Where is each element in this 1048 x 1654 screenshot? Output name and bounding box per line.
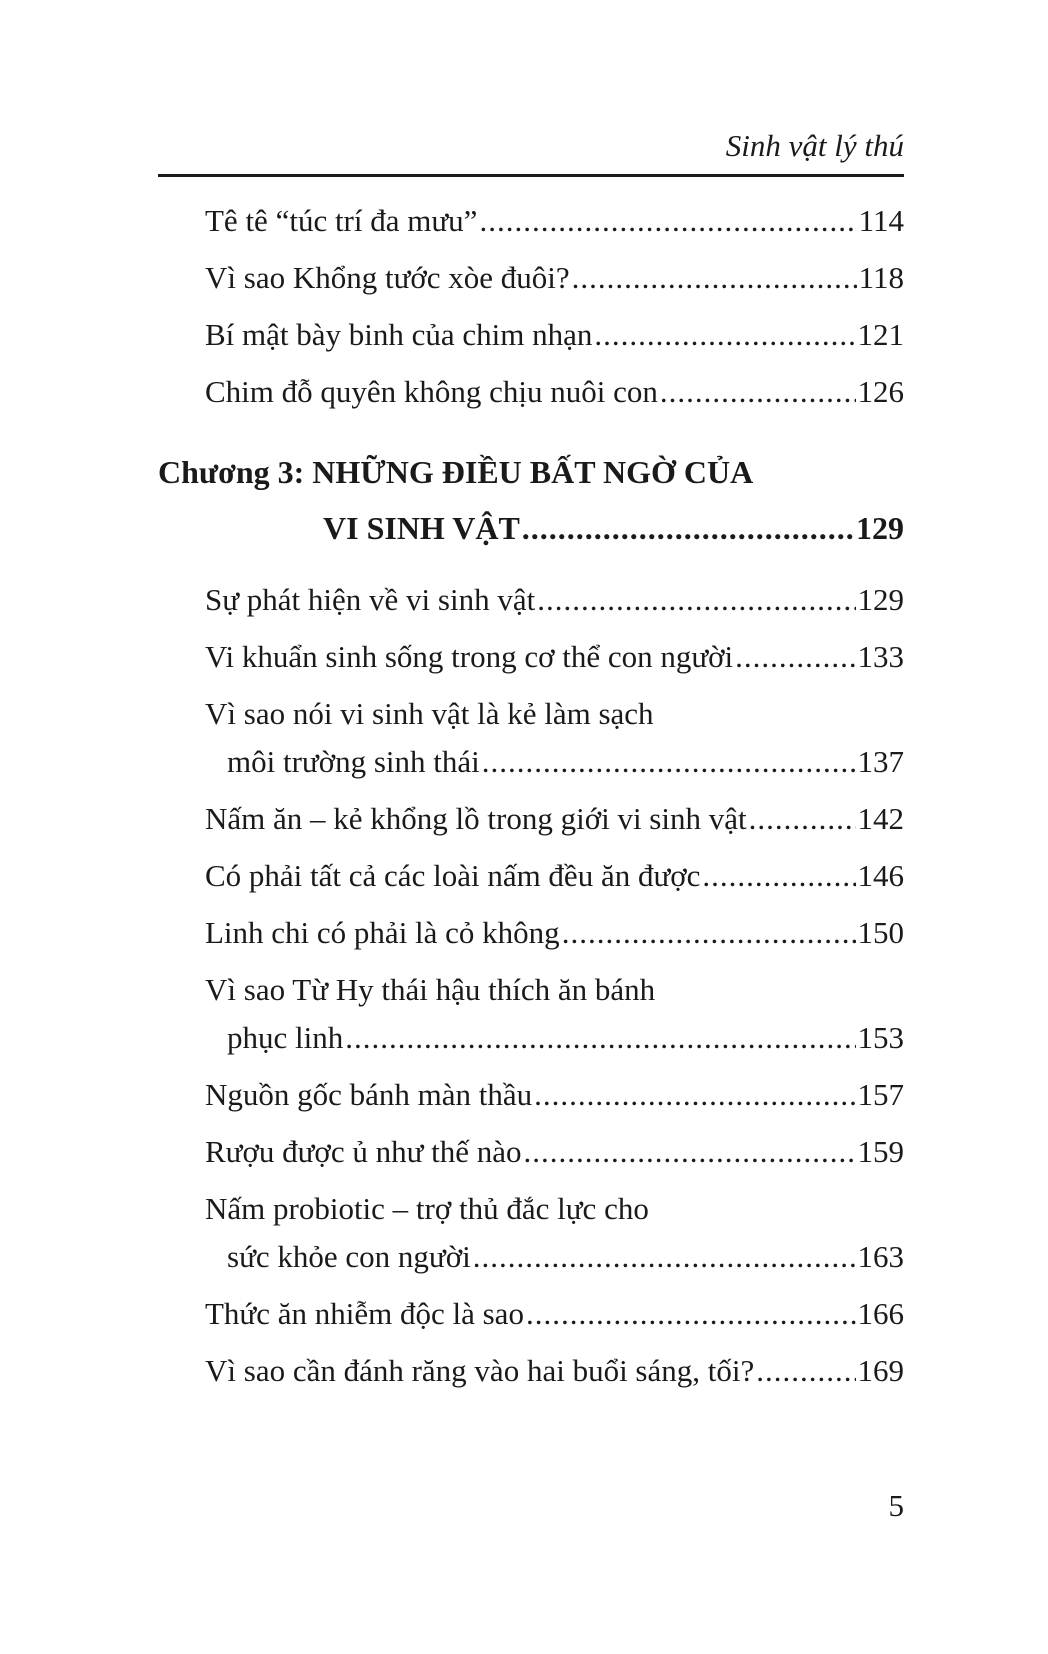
toc-entry-title: Bí mật bày binh của chim nhạn [205, 317, 593, 352]
toc-entry-page: 163 [857, 1239, 904, 1274]
toc-entry [158, 1071, 904, 1119]
book-title: Sinh vật lý thú [725, 128, 904, 163]
toc-entry [158, 1128, 904, 1176]
leader-dots [473, 1233, 856, 1281]
toc-entry-title: Vì sao Khổng tước xòe đuôi? [205, 260, 570, 295]
toc-entry-page: 121 [857, 317, 904, 352]
toc-entry-page: 118 [858, 260, 904, 295]
toc-entry [158, 368, 904, 416]
toc-entry [158, 633, 904, 681]
toc-entry [158, 576, 904, 624]
toc-entry-title-continued: sức khỏe con người [227, 1239, 471, 1274]
leader-dots [735, 633, 855, 681]
toc-entry-title-continued: phục linh [227, 1020, 344, 1055]
table-of-contents [158, 197, 904, 1404]
toc-entry [158, 852, 904, 900]
toc-entry-page: 142 [857, 801, 904, 836]
toc-entry-line [205, 633, 904, 681]
toc-entry-title: Nấm ăn – kẻ khổng lồ trong giới vi sinh vật [205, 801, 747, 836]
toc-entry-page: 169 [857, 1353, 904, 1388]
toc-entry-page: 153 [857, 1020, 904, 1055]
toc-entry-line [205, 1128, 904, 1176]
chapter-title-line2: VI SINH VẬT [323, 510, 520, 546]
leader-dots [524, 1128, 856, 1176]
toc-entry-line [205, 795, 904, 843]
toc-entry-page: 146 [857, 858, 904, 893]
toc-entry [158, 966, 904, 1062]
toc-entry-title: Thức ăn nhiễm độc là sao [205, 1296, 524, 1331]
leader-dots [756, 1347, 855, 1395]
toc-entry-page: 159 [857, 1134, 904, 1169]
toc-entry-page: 166 [857, 1296, 904, 1331]
toc-entry-page: 157 [857, 1077, 904, 1112]
toc-entry-title: Nguồn gốc bánh màn thầu [205, 1077, 533, 1112]
toc-entry-title: Vì sao nói vi sinh vật là kẻ làm sạch [205, 696, 654, 731]
leader-dots [345, 1014, 855, 1062]
toc-entry-line [205, 966, 904, 1014]
leader-dots [572, 254, 857, 302]
chapter-title-line1: Chương 3: NHỮNG ĐIỀU BẤT NGỜ CỦA [158, 454, 754, 490]
running-header [158, 128, 904, 177]
leader-dots [702, 852, 855, 900]
page-number: 5 [888, 1488, 904, 1523]
toc-entry [158, 909, 904, 957]
toc-entry [158, 197, 904, 245]
toc-entry-page: 114 [858, 203, 904, 238]
toc-entry-title: Nấm probiotic – trợ thủ đắc lực cho [205, 1191, 649, 1226]
toc-entry-page: 133 [857, 639, 904, 674]
toc-entry [158, 795, 904, 843]
toc-entry-title: Rượu được ủ như thế nào [205, 1134, 522, 1169]
toc-entry-line [205, 690, 904, 738]
toc-entry-line [205, 368, 904, 416]
toc-entry-title: Chim đỗ quyên không chịu nuôi con [205, 374, 658, 409]
leader-dots [537, 576, 855, 624]
leader-dots [594, 311, 855, 359]
toc-entry-line [205, 738, 904, 786]
toc-entry [158, 311, 904, 359]
leader-dots [479, 197, 856, 245]
toc-entry-line [205, 1290, 904, 1338]
toc-entry [158, 1290, 904, 1338]
toc-entry-line [205, 1014, 904, 1062]
toc-entry-title: Sự phát hiện về vi sinh vật [205, 582, 536, 617]
chapter-page-number: 129 [856, 510, 904, 546]
toc-entry-line [205, 254, 904, 302]
leader-dots [534, 1071, 855, 1119]
toc-entry-line [205, 1233, 904, 1281]
toc-entry [158, 1185, 904, 1281]
toc-entry-page: 150 [857, 915, 904, 950]
toc-entry [158, 1347, 904, 1395]
toc-entry [158, 254, 904, 302]
toc-entry-page: 129 [857, 582, 904, 617]
leader-dots [749, 795, 856, 843]
toc-section-after [158, 576, 904, 1395]
toc-entry-line [205, 1071, 904, 1119]
leader-dots [526, 1290, 856, 1338]
leader-dots [660, 368, 856, 416]
toc-section-before [158, 197, 904, 416]
leader-dots [522, 500, 854, 556]
toc-entry-title: Có phải tất cả các loài nấm đều ăn được [205, 858, 701, 893]
toc-entry-title: Vì sao Từ Hy thái hậu thích ăn bánh [205, 972, 656, 1007]
chapter-title-line2-row [158, 500, 904, 556]
toc-entry-line [205, 311, 904, 359]
toc-entry-title: Tê tê “túc trí đa mưu” [205, 203, 478, 238]
chapter-heading [158, 444, 904, 556]
toc-entry-title: Linh chi có phải là cỏ không [205, 915, 560, 950]
toc-entry-page: 137 [857, 744, 904, 779]
toc-entry-line [205, 1185, 904, 1233]
toc-entry-title: Vi khuẩn sinh sống trong cơ thể con người [205, 639, 734, 674]
toc-entry-title-continued: môi trường sinh thái [227, 744, 480, 779]
toc-entry-line [205, 576, 904, 624]
toc-entry-title: Vì sao cần đánh răng vào hai buổi sáng, tối? [205, 1353, 755, 1388]
leader-dots [482, 738, 856, 786]
leader-dots [562, 909, 856, 957]
toc-entry-page: 126 [857, 374, 904, 409]
toc-entry-line [205, 197, 904, 245]
toc-entry [158, 690, 904, 786]
toc-entry-line [205, 909, 904, 957]
toc-entry-line [205, 1347, 904, 1395]
toc-entry-line [205, 852, 904, 900]
